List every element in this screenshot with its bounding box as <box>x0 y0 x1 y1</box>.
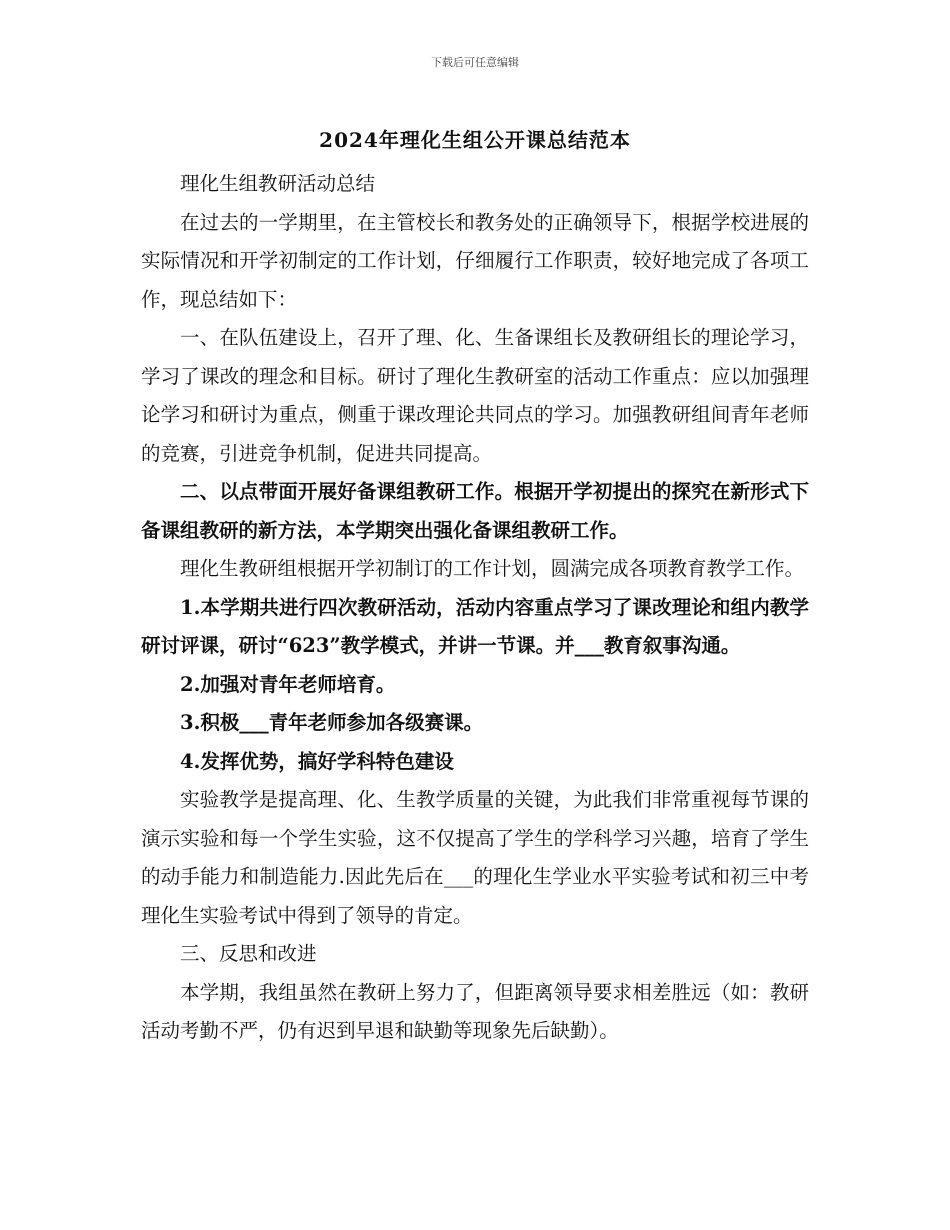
paragraph-item-3: 3.积极___青年老师参加各级赛课。 <box>180 711 484 734</box>
paragraph-experiment: 实验教学是提高理、化、生教学质量的关键，为此我们非常重视每节课的演示实验和每一个学生实验，这不仅提高了学生的学科学习兴趣，培育了学生的动手能力和制造能力.因此先后在___的理化生学业水平实验考试和初三中考理化生实验考试中得到了领导的肯定。 <box>141 788 809 927</box>
paragraph-plan: 理化生教研组根据开学初制订的工作计划，圆满完成各项教育教学工作。 <box>180 557 805 580</box>
paragraph-item-2: 2.加强对青年老师培育。 <box>180 672 396 696</box>
paragraph-item-1: 1.本学期共进行四次教研活动，活动内容重点学习了课改理论和组内教学研讨评课，研讨“623”教学模式，并讲一节课。并___教育叙事沟通。 <box>141 595 809 657</box>
paragraph-subtitle: 理化生组教研活动总结 <box>180 172 376 195</box>
document-title: 2024年理化生组公开课总结范本 <box>319 128 631 152</box>
paragraph-item-4: 4.发挥优势，搞好学科特色建设 <box>180 749 454 773</box>
paragraph-section-two: 二、以点带面开展好备课组教研工作。根据开学初提出的探究在新形式下备课组教研的新方法，本学期突出强化备课组教研工作。 <box>141 480 809 542</box>
paragraph-section-one: 一、在队伍建设上，召开了理、化、生备课组长及教研组长的理论学习，学习了课改的理念和目标。研讨了理化生教研室的活动工作重点：应以加强理论学习和研讨为重点，侧重于课改理论共同点的学习。加强教研组间青年老师的竞赛，引进竞争机制，促进共同提高。 <box>141 326 809 465</box>
header-note: 下载后可任意编辑 <box>431 56 519 69</box>
paragraph-intro: 在过去的一学期里，在主管校长和教务处的正确领导下，根据学校进展的实际情况和开学初制定的工作计划，仔细履行工作职责，较好地完成了各项工作，现总结如下： <box>141 210 809 311</box>
paragraph-reflection: 本学期，我组虽然在教研上努力了，但距离领导要求相差胜远（如：教研活动考勤不严，仍有迟到早退和缺勤等现象先后缺勤）。 <box>141 980 809 1042</box>
document-body <box>141 165 809 1051</box>
paragraph-section-three: 三、反思和改进 <box>180 942 317 965</box>
